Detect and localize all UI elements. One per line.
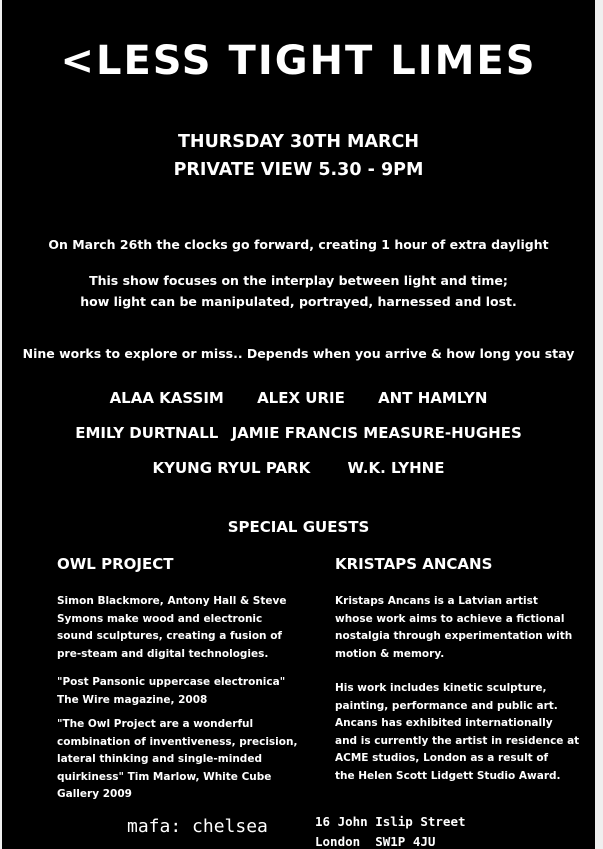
text-line: "Post Pansonic uppercase electronica" (57, 676, 286, 688)
special-guests-heading: SPECIAL GUESTS (227, 518, 370, 536)
intro-focus-line: This show focuses on the interplay between light and time; (89, 273, 508, 288)
intro-nine-works: Nine works to explore or miss.. Depends when you arrive & how long you stay (22, 346, 575, 361)
text-line: Kristaps Ancans is a Latvian artist (335, 595, 538, 607)
owl-quote-wire (57, 674, 285, 709)
owl-quote-marlow (57, 716, 297, 804)
artist-row (2, 424, 595, 442)
private-view-line: PRIVATE VIEW 5.30 - 9PM (173, 160, 424, 180)
event-date (2, 128, 595, 184)
text-line: Symons make wood and electronic (57, 612, 263, 625)
kristaps-description-2 (335, 680, 579, 785)
address-line: London SW1P 4JU (315, 834, 436, 849)
artist-name: JAMIE FRANCIS MEASURE-HUGHES (231, 424, 522, 442)
text-line: Gallery 2009 (57, 788, 132, 800)
venue-address (315, 812, 466, 849)
text-line: the Helen Scott Lidgett Studio Award. (335, 769, 561, 782)
text-line: nostalgia through experimentation with (335, 630, 573, 642)
kristaps-heading: KRISTAPS ANCANS (335, 555, 493, 573)
text-line: motion & memory. (335, 647, 445, 660)
text-line: painting, performance and public art. (335, 699, 558, 712)
text-line: The Wire magazine, 2008 (57, 693, 208, 706)
venue-name: mafa: chelsea (127, 816, 268, 837)
text-line: whose work aims to achieve a fictional (335, 612, 565, 625)
artist-name: ANT HAMLYN (378, 389, 488, 407)
address-line: 16 John Islip Street (315, 814, 466, 829)
kristaps-description (335, 593, 572, 663)
intro-focus-line: how light can be manipulated, portrayed, harnessed and lost. (80, 294, 517, 309)
artist-row (2, 389, 595, 407)
artist-name: ALAA KASSIM (109, 389, 224, 407)
text-line: Simon Blackmore, Antony Hall & Steve (57, 595, 287, 607)
text-line: sound sculptures, creating a fusion of (57, 630, 282, 642)
owl-description (57, 593, 286, 663)
text-line: combination of inventiveness, precision, (57, 735, 298, 748)
owl-project-heading: OWL PROJECT (57, 555, 174, 573)
text-line: ACME studios, London as a result of (335, 752, 549, 764)
artist-name: ALEX URIE (257, 389, 345, 407)
poster (2, 0, 595, 849)
artist-row (2, 459, 595, 477)
text-line: pre-steam and digital technologies. (57, 647, 269, 660)
text-line: lateral thinking and single-minded (57, 753, 262, 765)
text-line: Ancans has exhibited internationally (335, 717, 553, 729)
artist-name: EMILY DURTNALL (75, 424, 219, 442)
exhibition-title: <LESS TIGHT LIMES (60, 38, 537, 84)
date-line: THURSDAY 30TH MARCH (178, 132, 419, 152)
intro-focus (2, 270, 595, 312)
text-line: and is currently the artist in residence at (335, 734, 580, 747)
text-line: "The Owl Project are a wonderful (57, 718, 254, 730)
text-line: quirkiness" Tim Marlow, White Cube (57, 770, 272, 783)
artist-name: W.K. LYHNE (347, 459, 445, 477)
text-line: His work includes kinetic sculpture, (335, 682, 547, 694)
intro-clocks: On March 26th the clocks go forward, creating 1 hour of extra daylight (48, 237, 549, 252)
artist-name: KYUNG RYUL PARK (152, 459, 311, 477)
